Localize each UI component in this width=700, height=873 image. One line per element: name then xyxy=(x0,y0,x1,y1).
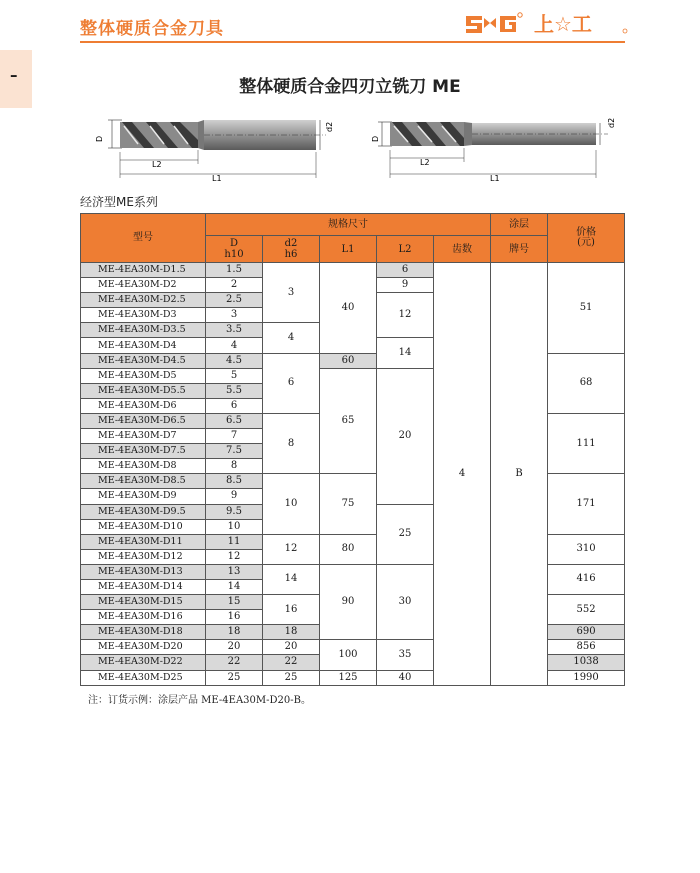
model-cell: ME-4EA30M-D6.5 xyxy=(81,413,206,428)
d2-cell: 20 xyxy=(263,640,320,655)
l1-cell: 90 xyxy=(320,564,377,639)
model-cell: ME-4EA30M-D4 xyxy=(81,338,206,353)
svg-text:L1: L1 xyxy=(212,174,222,183)
header-l2: L2 xyxy=(377,236,434,263)
l2-cell: 35 xyxy=(377,640,434,670)
model-cell: ME-4EA30M-D5.5 xyxy=(81,383,206,398)
d-cell: 6 xyxy=(206,398,263,413)
d-cell: 2 xyxy=(206,278,263,293)
model-cell: ME-4EA30M-D10 xyxy=(81,519,206,534)
spec-table xyxy=(80,213,625,686)
price-cell: 310 xyxy=(548,534,625,564)
model-cell: ME-4EA30M-D20 xyxy=(81,640,206,655)
d2-cell: 6 xyxy=(263,353,320,413)
model-cell: ME-4EA30M-D25 xyxy=(81,670,206,685)
model-cell: ME-4EA30M-D22 xyxy=(81,655,206,670)
model-cell: ME-4EA30M-D7.5 xyxy=(81,444,206,459)
d-cell: 20 xyxy=(206,640,263,655)
d-cell: 5.5 xyxy=(206,383,263,398)
l2-cell: 20 xyxy=(377,368,434,504)
model-cell: ME-4EA30M-D5 xyxy=(81,368,206,383)
header-d2: d2 h6 xyxy=(263,236,320,263)
d-cell: 9.5 xyxy=(206,504,263,519)
price-cell: 416 xyxy=(548,564,625,594)
header-d: D h10 xyxy=(206,236,263,263)
header-title: 整体硬质合金刀具 xyxy=(80,19,224,39)
d-cell: 9 xyxy=(206,489,263,504)
d-cell: 14 xyxy=(206,579,263,594)
d2-cell: 4 xyxy=(263,323,320,353)
header-rule xyxy=(80,41,625,43)
l1-cell: 75 xyxy=(320,474,377,534)
d2-cell: 8 xyxy=(263,413,320,473)
l1-cell: 65 xyxy=(320,368,377,474)
l1-cell: 60 xyxy=(320,353,377,368)
model-cell: ME-4EA30M-D12 xyxy=(81,549,206,564)
d-cell: 2.5 xyxy=(206,293,263,308)
svg-text:d2: d2 xyxy=(325,121,334,132)
l2-cell: 25 xyxy=(377,504,434,564)
model-cell: ME-4EA30M-D4.5 xyxy=(81,353,206,368)
l2-cell: 30 xyxy=(377,564,434,639)
header-spec-group: 规格尺寸 xyxy=(206,214,491,236)
page-header xyxy=(0,0,700,42)
d-cell: 8 xyxy=(206,459,263,474)
d-cell: 3.5 xyxy=(206,323,263,338)
model-cell: ME-4EA30M-D3.5 xyxy=(81,323,206,338)
d-cell: 18 xyxy=(206,625,263,640)
price-cell: 690 xyxy=(548,625,625,640)
model-cell: ME-4EA30M-D7 xyxy=(81,429,206,444)
d2-cell: 25 xyxy=(263,670,320,685)
price-cell: 171 xyxy=(548,474,625,534)
header-teeth: 齿数 xyxy=(434,236,491,263)
l1-cell: 100 xyxy=(320,640,377,670)
header-grade: 牌号 xyxy=(491,236,548,263)
header-l1: L1 xyxy=(320,236,377,263)
model-cell: ME-4EA30M-D8.5 xyxy=(81,474,206,489)
l1-cell: 80 xyxy=(320,534,377,564)
d-cell: 7 xyxy=(206,429,263,444)
model-cell: ME-4EA30M-D2 xyxy=(81,278,206,293)
l2-cell: 14 xyxy=(377,338,434,368)
model-cell: ME-4EA30M-D2.5 xyxy=(81,293,206,308)
d-cell: 12 xyxy=(206,549,263,564)
l2-cell: 12 xyxy=(377,293,434,338)
d2-cell: 12 xyxy=(263,534,320,564)
side-tab-text: – xyxy=(10,66,18,84)
model-cell: ME-4EA30M-D6 xyxy=(81,398,206,413)
price-cell: 111 xyxy=(548,413,625,473)
d-cell: 4.5 xyxy=(206,353,263,368)
sg-logo-icon xyxy=(462,10,628,36)
d-cell: 6.5 xyxy=(206,413,263,428)
price-cell: 51 xyxy=(548,263,625,354)
table-row xyxy=(81,263,625,278)
svg-text:D: D xyxy=(371,135,380,142)
model-cell: ME-4EA30M-D9.5 xyxy=(81,504,206,519)
svg-text:L2: L2 xyxy=(420,158,430,167)
price-cell: 856 xyxy=(548,640,625,655)
d-cell: 16 xyxy=(206,610,263,625)
header-coating-group: 涂层 xyxy=(491,214,548,236)
price-cell: 68 xyxy=(548,353,625,413)
d-cell: 22 xyxy=(206,655,263,670)
model-cell: ME-4EA30M-D8 xyxy=(81,459,206,474)
d2-cell: 10 xyxy=(263,474,320,534)
model-cell: ME-4EA30M-D3 xyxy=(81,308,206,323)
d-cell: 1.5 xyxy=(206,263,263,278)
price-cell: 1990 xyxy=(548,670,625,685)
d-cell: 8.5 xyxy=(206,474,263,489)
d-cell: 5 xyxy=(206,368,263,383)
price-cell: 552 xyxy=(548,595,625,625)
d2-cell: 18 xyxy=(263,625,320,640)
logo-text: 上☆工 xyxy=(534,12,592,36)
model-cell: ME-4EA30M-D13 xyxy=(81,564,206,579)
d-cell: 11 xyxy=(206,534,263,549)
model-cell: ME-4EA30M-D16 xyxy=(81,610,206,625)
product-title: 整体硬质合金四刃立铣刀 ME xyxy=(239,77,461,97)
d2-cell: 16 xyxy=(263,595,320,625)
model-cell: ME-4EA30M-D15 xyxy=(81,595,206,610)
end-mill-drawing-left xyxy=(92,108,332,184)
l1-cell: 125 xyxy=(320,670,377,685)
svg-text:L1: L1 xyxy=(490,174,500,183)
end-mill-drawing-right xyxy=(368,108,616,184)
model-cell: ME-4EA30M-D1.5 xyxy=(81,263,206,278)
d2-cell: 22 xyxy=(263,655,320,670)
model-cell: ME-4EA30M-D14 xyxy=(81,579,206,594)
l2-cell: 40 xyxy=(377,670,434,685)
d-cell: 7.5 xyxy=(206,444,263,459)
svg-text:L2: L2 xyxy=(152,160,162,169)
svg-text:d2: d2 xyxy=(607,117,616,128)
d2-cell: 3 xyxy=(263,263,320,323)
d-cell: 10 xyxy=(206,519,263,534)
teeth-cell: 4 xyxy=(434,263,491,686)
order-note: 注：订货示例：涂层产品 ME-4EA30M-D20-B。 xyxy=(88,695,311,706)
d-cell: 13 xyxy=(206,564,263,579)
d2-cell: 14 xyxy=(263,564,320,594)
header-model: 型号 xyxy=(81,214,206,263)
model-cell: ME-4EA30M-D18 xyxy=(81,625,206,640)
d-cell: 15 xyxy=(206,595,263,610)
l1-cell: 40 xyxy=(320,263,377,354)
model-cell: ME-4EA30M-D9 xyxy=(81,489,206,504)
d-cell: 4 xyxy=(206,338,263,353)
series-title: 经济型ME系列 xyxy=(80,195,158,209)
l2-cell: 9 xyxy=(377,278,434,293)
d-cell: 25 xyxy=(206,670,263,685)
d-cell: 3 xyxy=(206,308,263,323)
l2-cell: 6 xyxy=(377,263,434,278)
svg-text:D: D xyxy=(95,135,104,142)
model-cell: ME-4EA30M-D11 xyxy=(81,534,206,549)
price-cell: 1038 xyxy=(548,655,625,670)
header-price: 价格 (元) xyxy=(548,214,625,263)
grade-cell: B xyxy=(491,263,548,686)
